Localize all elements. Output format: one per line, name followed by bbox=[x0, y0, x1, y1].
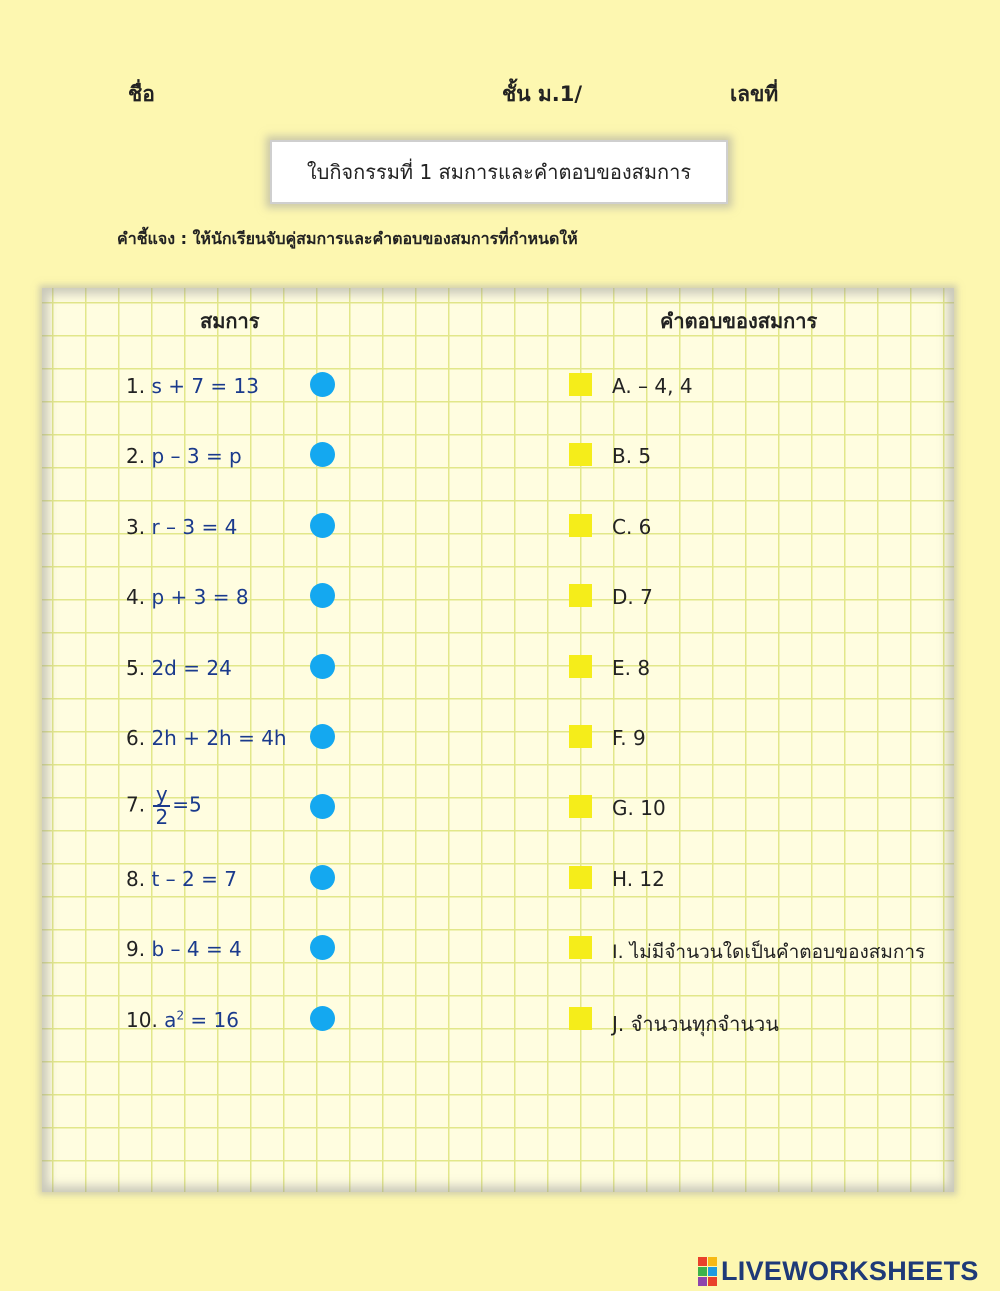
equation-number: 9. bbox=[126, 937, 146, 961]
match-square-c[interactable] bbox=[569, 514, 592, 537]
equation-4 bbox=[126, 585, 249, 609]
equation-number: 4. bbox=[126, 585, 146, 609]
answer-g: G. 10 bbox=[612, 796, 666, 820]
equation-number: 7. bbox=[126, 792, 146, 817]
match-square-i[interactable] bbox=[569, 936, 592, 959]
equation-base: a bbox=[164, 1008, 177, 1032]
equation-number: 10. bbox=[126, 1008, 158, 1032]
answer-e: E. 8 bbox=[612, 656, 651, 680]
answers-column-header: คำตอบของสมการ bbox=[660, 309, 818, 333]
worksheet-title: ใบกิจกรรมที่ 1 สมการและคำตอบของสมการ bbox=[270, 140, 728, 204]
match-square-d[interactable] bbox=[569, 584, 592, 607]
liveworksheets-logo-icon bbox=[698, 1257, 717, 1286]
match-dot-4[interactable] bbox=[310, 583, 335, 608]
name-label: ชื่อ bbox=[128, 82, 155, 106]
equation-number: 1. bbox=[126, 374, 146, 398]
fraction-denominator: 2 bbox=[155, 805, 169, 829]
match-square-f[interactable] bbox=[569, 725, 592, 748]
class-label: ชั้น ม.1/ bbox=[502, 82, 583, 106]
equation-text: r – 3 = 4 bbox=[151, 515, 238, 539]
student-number-label: เลขที่ bbox=[730, 82, 779, 106]
equation-8 bbox=[126, 867, 237, 891]
equation-2 bbox=[126, 444, 242, 468]
match-dot-7[interactable] bbox=[310, 794, 335, 819]
answer-f: F. 9 bbox=[612, 726, 646, 750]
answer-c: C. 6 bbox=[612, 515, 652, 539]
answer-a: A. – 4, 4 bbox=[612, 374, 693, 398]
fraction bbox=[153, 784, 170, 828]
logo-text: LIVEWORKSHEETS bbox=[721, 1255, 979, 1286]
equation-text: p – 3 = p bbox=[151, 444, 242, 468]
answer-h: H. 12 bbox=[612, 867, 665, 891]
equation-7 bbox=[126, 784, 202, 828]
answer-d: D. 7 bbox=[612, 585, 653, 609]
match-square-g[interactable] bbox=[569, 795, 592, 818]
match-dot-6[interactable] bbox=[310, 724, 335, 749]
equation-number: 8. bbox=[126, 867, 146, 891]
match-square-e[interactable] bbox=[569, 655, 592, 678]
match-dot-1[interactable] bbox=[310, 372, 335, 397]
equation-text: 2h + 2h = 4h bbox=[151, 726, 287, 750]
equation-5 bbox=[126, 656, 232, 680]
equation-number: 6. bbox=[126, 726, 146, 750]
equation-text: 2d = 24 bbox=[151, 656, 232, 680]
equation-text: s + 7 = 13 bbox=[151, 374, 259, 398]
fraction-numerator: y bbox=[153, 784, 170, 807]
match-square-b[interactable] bbox=[569, 443, 592, 466]
instructions: คำชี้แจง : ให้นักเรียนจับคู่สมการและคำตอบของสมการที่กำหนดให้ bbox=[117, 229, 578, 248]
answer-j: J. จำนวนทุกจำนวน bbox=[612, 1012, 779, 1036]
match-square-j[interactable] bbox=[569, 1007, 592, 1030]
equation-text: p + 3 = 8 bbox=[151, 585, 249, 609]
equation-number: 3. bbox=[126, 515, 146, 539]
answer-b: B. 5 bbox=[612, 444, 652, 468]
equation-rhs: =5 bbox=[172, 792, 202, 817]
match-dot-3[interactable] bbox=[310, 513, 335, 538]
equation-exponent: 2 bbox=[176, 1008, 185, 1023]
match-dot-8[interactable] bbox=[310, 865, 335, 890]
equation-number: 5. bbox=[126, 656, 146, 680]
equation-number: 2. bbox=[126, 444, 146, 468]
equation-1 bbox=[126, 374, 259, 398]
match-dot-2[interactable] bbox=[310, 442, 335, 467]
equation-10 bbox=[126, 1008, 239, 1032]
equations-column-header: สมการ bbox=[200, 309, 260, 333]
equation-9 bbox=[126, 937, 242, 961]
answer-i: I. ไม่มีจำนวนใดเป็นคำตอบของสมการ bbox=[612, 941, 926, 963]
match-square-a[interactable] bbox=[569, 373, 592, 396]
equation-text: t – 2 = 7 bbox=[151, 867, 237, 891]
match-dot-5[interactable] bbox=[310, 654, 335, 679]
match-square-h[interactable] bbox=[569, 866, 592, 889]
equation-3 bbox=[126, 515, 237, 539]
equation-text: b – 4 = 4 bbox=[151, 937, 242, 961]
equation-6 bbox=[126, 726, 287, 750]
equation-rest: = 16 bbox=[184, 1008, 239, 1032]
match-dot-9[interactable] bbox=[310, 935, 335, 960]
liveworksheets-logo bbox=[698, 1256, 979, 1286]
match-dot-10[interactable] bbox=[310, 1006, 335, 1031]
